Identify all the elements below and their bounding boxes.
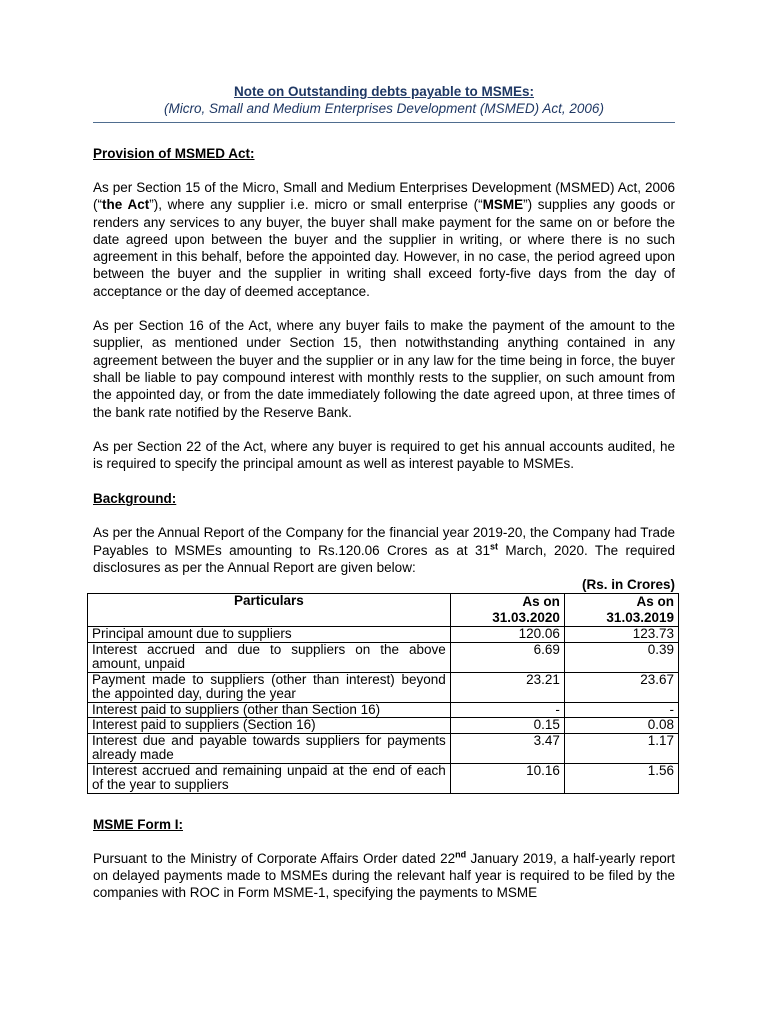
- table-row: [88, 672, 679, 702]
- row-value-2019: 1.56: [564, 763, 678, 793]
- header-particulars: Particulars: [88, 594, 451, 627]
- paragraph-section-15: As per Section 15 of the Micro, Small and Medium Enterprises Development (MSMED) Act, 2006 (“the Act”), where any supplier i.e. micro or small enterprise (“MSME”) supplies any goods or renders any services to any buyer, the buyer shall make payment for the same on or before the date agreed upon between the buyer and the supplier in writing, or where there is no such agreement in this behalf, before the appointed day. However, in no case, the period agreed upon between the buyer and the supplier in writing shall exceed forty-five days from the day of acceptance or the day of deemed acceptance.: [93, 180, 675, 299]
- row-particular: Interest accrued and due to suppliers on the above amount, unpaid: [88, 642, 451, 672]
- document-subtitle: (Micro, Small and Medium Enterprises Development (MSMED) Act, 2006): [164, 101, 604, 116]
- document-page: [93, 84, 675, 902]
- table-row: [88, 627, 679, 643]
- row-value-2020: 0.15: [450, 718, 564, 734]
- table-row: [88, 642, 679, 672]
- row-particular: Payment made to suppliers (other than interest) beyond the appointed day, during the year: [88, 672, 451, 702]
- paragraph-msme-form: Pursuant to the Ministry of Corporate Affairs Order dated 22nd January 2019, a half-yearly report on delayed payments made to MSMEs during the relevant half year is required to be filed by the companies with ROC in Form MSME-1, specifying the payments to MSME: [93, 849, 675, 901]
- row-value-2019: 0.08: [564, 718, 678, 734]
- row-particular: Interest paid to suppliers (other than Section 16): [88, 702, 451, 718]
- row-particular: Principal amount due to suppliers: [88, 627, 451, 643]
- table-row: [88, 702, 679, 718]
- units-label: (Rs. in Crores): [581, 577, 675, 593]
- row-value-2019: 1.17: [564, 733, 678, 763]
- msme-disclosure-table: [87, 593, 679, 794]
- table-header-row: [88, 594, 679, 627]
- row-particular: Interest due and payable towards suppliers for payments already made: [88, 733, 451, 763]
- header-2020: As on 31.03.2020: [450, 594, 564, 627]
- table-row: [88, 718, 679, 734]
- section-heading-msme-form: MSME Form I:: [93, 816, 183, 832]
- paragraph-background: As per the Annual Report of the Company for the financial year 2019-20, the Company had Trade Payables to MSMEs amounting to Rs.120.06 Crores as at 31st March, 2020. The required disclosures as per the Annual Report are given below:: [93, 525, 676, 576]
- row-particular: Interest accrued and remaining unpaid at the end of each of the year to suppliers: [88, 763, 451, 793]
- table-row: [88, 763, 679, 793]
- header-2019: As on 31.03.2019: [564, 594, 678, 627]
- table-body: [88, 627, 679, 794]
- row-value-2020: 120.06: [450, 627, 564, 643]
- row-value-2019: -: [564, 702, 678, 718]
- paragraph-section-22: As per Section 22 of the Act, where any buyer is required to get his annual accounts audited, he is required to specify the principal amount as well as interest payable to MSMEs.: [93, 438, 675, 472]
- row-particular: Interest paid to suppliers (Section 16): [88, 718, 451, 734]
- row-value-2020: 10.16: [450, 763, 564, 793]
- paragraph-section-16: As per Section 16 of the Act, where any buyer fails to make the payment of the amount to the supplier, as mentioned under Section 15, then notwithstanding anything contained in any agreement between the buyer and the supplier or in any law for the time being in force, the buyer shall be liable to pay compound interest with monthly rests to the supplier, on such amount from the appointed day, or from the date immediately following the date agreed upon, at three times of the bank rate notified by the Reserve Bank.: [93, 318, 675, 420]
- title-divider: [93, 122, 675, 123]
- row-value-2019: 123.73: [564, 627, 678, 643]
- row-value-2020: -: [450, 702, 564, 718]
- row-value-2020: 3.47: [450, 733, 564, 763]
- section-heading-background: Background:: [93, 491, 177, 507]
- row-value-2019: 0.39: [564, 642, 678, 672]
- table-row: [88, 733, 679, 763]
- row-value-2019: 23.67: [564, 672, 678, 702]
- row-value-2020: 6.69: [450, 642, 564, 672]
- document-title: Note on Outstanding debts payable to MSMEs:: [233, 84, 534, 99]
- section-heading-provision: Provision of MSMED Act:: [93, 146, 255, 161]
- row-value-2020: 23.21: [450, 672, 564, 702]
